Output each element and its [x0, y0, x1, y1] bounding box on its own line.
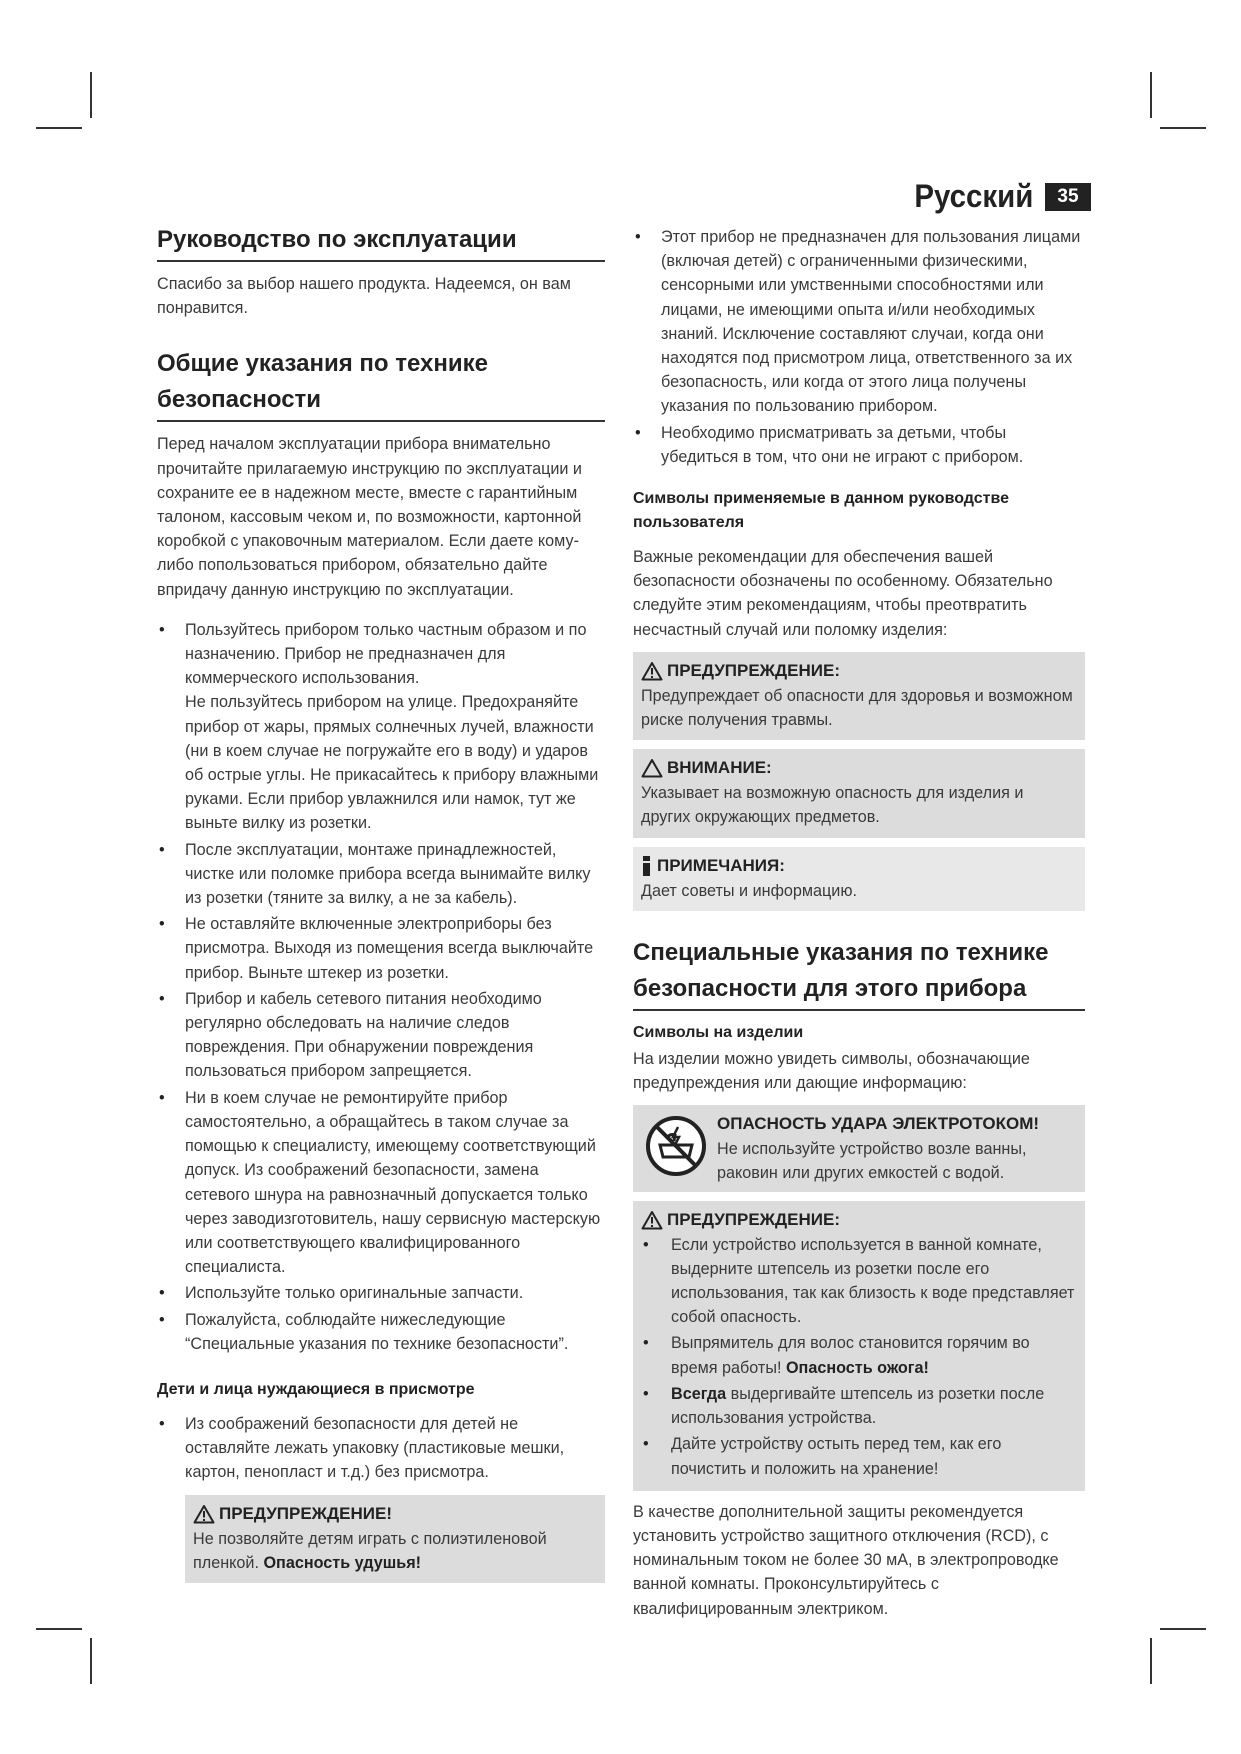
list-item: • Выпрямитель для волос становится горячим во время работы! Опасность ожога! — [641, 1331, 1077, 1379]
list-item: • Пользуйтесь прибором только частным образом и по назначению. Прибор не предназначен для коммерческого использования. Не пользуйтесь прибором на улице. Предохраняйте прибор от жары, прямых солнечных лучей, влажности (ни в коем случае не погружайте его в воду) и ударов об острые углы. Не прикасайтесь к прибору влажными руками. Если прибор увлажнился или намок, тут же выньте вилку из розетки. — [157, 618, 605, 836]
list-item: • После эксплуатации, монтаже принадлежностей, чистке или поломке прибора всегда вынимайте вилку из розетки (тяните за вилку, а не за кабель). — [157, 838, 605, 911]
crop-mark — [1150, 72, 1152, 118]
product-symbols-title: Символы на изделии — [633, 1023, 804, 1041]
right-column — [633, 225, 1085, 1631]
caution-text: Указывает на возможную опасность для изделия и других окружающих предметов. — [641, 784, 1024, 827]
warning-text: Не позволяйте детям играть с полиэтиленовой пленкой. Опасность удушья! — [193, 1529, 547, 1572]
product-symbols-intro: На изделии можно увидеть символы, обозначающие предупреждения или дающие информацию: — [633, 1049, 1030, 1093]
note-title: ПРИМЕЧАНИЯ: — [657, 855, 785, 875]
crop-mark — [1160, 1628, 1206, 1630]
caution-triangle-icon — [641, 758, 663, 778]
intro-text: Спасибо за выбор нашего продукта. Надеемся, он вам понравится. — [157, 275, 571, 318]
manual-title: Руководство по эксплуатации — [157, 222, 605, 262]
warning-title: ПРЕДУПРЕЖДЕНИЕ: — [667, 660, 840, 680]
symbols-title: Символы применяемые в данном руководстве пользователя — [633, 490, 1009, 532]
warning-box — [633, 652, 1085, 740]
crop-mark — [90, 72, 92, 118]
children-title: Дети и лица нуждающиеся в присмотре — [157, 1380, 475, 1398]
note-box — [633, 847, 1085, 911]
symbols-intro: Важные рекомендации для обеспечения вашей безопасности обозначены по особенному. Обязательно следуйте этим рекомендациям, чтобы преотвратить несчастный случай или поломку изделия: — [633, 548, 1053, 639]
language-title: Русский — [914, 178, 1033, 214]
page-header — [904, 178, 1091, 215]
caution-box — [633, 749, 1085, 837]
list-item: • Если устройство используется в ванной комнате, выдерните штепсель из розетки после его использования, так как близость к воде представляет собой опасность. — [641, 1233, 1077, 1330]
list-item: • Не оставляйте включенные электроприборы без присмотра. Выходя из помещения всегда выключайте прибор. Выньте штекер из розетки. — [157, 912, 605, 985]
electric-text: Не используйте устройство возле ванны, раковин или других емкостей с водой. — [717, 1140, 1027, 1183]
list-item: • Всегда выдергивайте штепсель из розетки после использования устройства. — [641, 1382, 1077, 1430]
list-item: • Ни в коем случае не ремонтируйте прибор самостоятельно, а обращайтесь в таком случае за помощью к специалисту, имеющему соответствующий допуск. Из соображений безопасности, замена сетевого шнура на равнозначный допускается только через заводизготовитель, нашу сервисную мастерскую или соответствующего квалифицированного специалиста. — [157, 1086, 605, 1280]
safety-title: Общие указания по технике безопасности — [157, 346, 605, 422]
electric-shock-box — [633, 1105, 1085, 1191]
warning-title: ПРЕДУПРЕЖДЕНИЕ: — [667, 1209, 840, 1229]
no-bathtub-icon — [645, 1115, 707, 1182]
page-number: 35 — [1045, 183, 1091, 211]
warning-box-2 — [633, 1201, 1085, 1491]
list-item: • Дайте устройству остыть перед тем, как его почистить и положить на хранение! — [641, 1432, 1077, 1480]
caution-title: ВНИМАНИЕ: — [667, 758, 772, 778]
warning-list — [641, 1233, 1077, 1481]
crop-mark — [1160, 127, 1206, 129]
list-item: • Прибор и кабель сетевого питания необходимо регулярно обследовать на наличие следов повреждения. При обнаружении повреждения пользоваться прибором запрещяется. — [157, 987, 605, 1084]
list-item: • Необходимо присматривать за детьми, чтобы убедиться в том, что они не играют с прибором. — [633, 421, 1085, 469]
safety-list — [157, 618, 605, 1356]
crop-mark — [36, 1628, 82, 1630]
note-text: Дает советы и информацию. — [641, 881, 857, 900]
warning-triangle-icon — [641, 661, 663, 681]
right-safety-list — [633, 225, 1085, 469]
warning-triangle-icon — [193, 1504, 215, 1524]
list-item: • Из соображений безопасности для детей не оставляйте лежать упаковку (пластиковые мешки, картон, пенопласт и т.д.) без присмотра. — [157, 1412, 605, 1485]
rcd-text: В качестве дополнительной защиты рекомендуется установить устройство защитного отключения (RCD), с номинальным током не более 30 мА, в электропроводке ванной комнаты. Проконсультируйтесь с квалифицированным электриком. — [633, 1502, 1059, 1618]
electric-title: ОПАСНОСТЬ УДАРА ЭЛЕКТРОТОКОМ! — [717, 1114, 1040, 1134]
warning-triangle-icon — [641, 1210, 663, 1230]
special-title: Специальные указания по технике безопасности для этого прибора — [633, 935, 1085, 1011]
crop-mark — [90, 1638, 92, 1684]
left-column — [157, 222, 605, 1592]
safety-intro: Перед началом эксплуатации прибора внимательно прочитайте прилагаемую инструкцию по эксплуатации и сохраните ее в надежном месте, вместе с гарантийным талоном, кассовым чеком и, по возможности, картонной коробкой с упаковочным материалом. Если даете кому-либо попользоваться прибором, обязательно дайте впридачу данную инструкцию по эксплуатации. — [157, 435, 582, 599]
children-warning-box — [185, 1495, 605, 1583]
list-item: • Пожалуйста, соблюдайте нижеследующие “Специальные указания по технике безопасности”. — [157, 1308, 605, 1356]
warning-text: Предупреждает об опасности для здоровья и возможном риске получения травмы. — [641, 686, 1073, 730]
list-item: • Используйте только оригинальные запчасти. — [157, 1281, 605, 1305]
warning-title: ПРЕДУПРЕЖДЕНИЕ! — [219, 1503, 392, 1523]
info-icon — [641, 855, 653, 877]
list-item: • Этот прибор не предназначен для пользования лицами (включая детей) с ограниченными физическими, сенсорными или умственными способностями или лицами, не имеющими опыта и/или необходимых знаний. Исключение составляют случаи, когда они находятся под присмотром лица, ответственного за их безопасность, или когда от этого лица получены указания по пользованию прибором. — [633, 225, 1085, 419]
children-list — [157, 1412, 605, 1485]
crop-mark — [1150, 1638, 1152, 1684]
crop-mark — [36, 127, 82, 129]
